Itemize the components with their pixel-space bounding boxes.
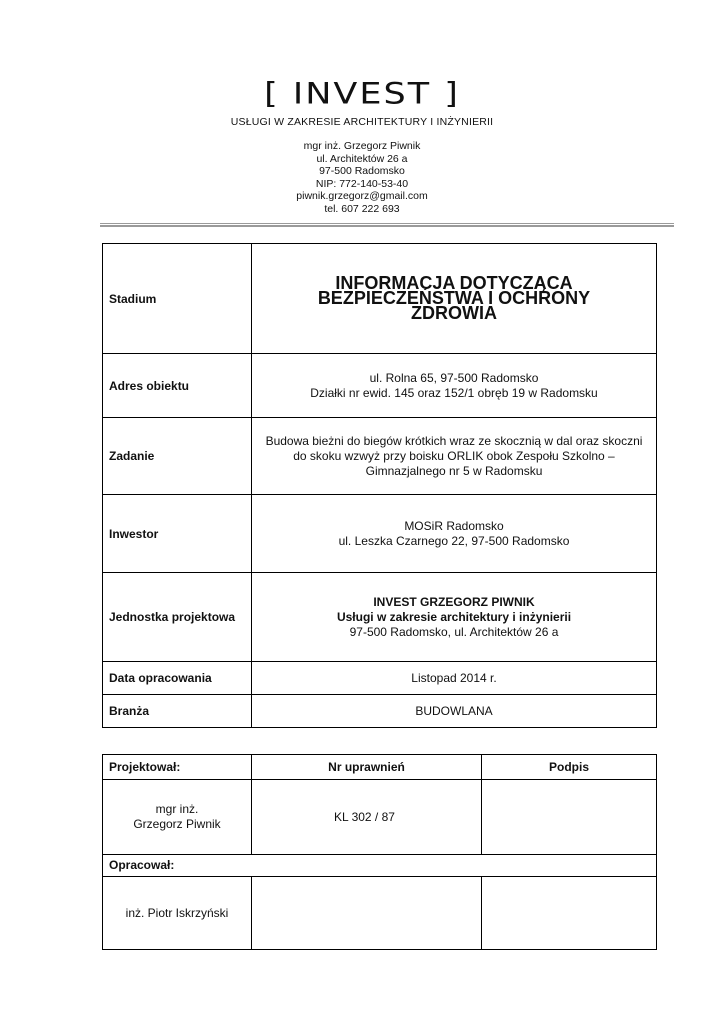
inwestor-line: ul. Leszka Czarnego 22, 97-500 Radomsko	[338, 533, 570, 548]
preparer-signature-cell	[482, 877, 657, 950]
preparer-name: inż. Piotr Iskrzyński	[103, 877, 252, 950]
jednostka-line: 97-500 Radomsko, ul. Architektów 26 a	[349, 624, 559, 639]
jednostka-line: INVEST GRZEGORZ PIWNIK	[373, 594, 535, 609]
preparer-license-cell	[252, 877, 482, 950]
row-branza	[103, 695, 657, 728]
zadanie-label: Zadanie	[103, 418, 252, 495]
contact-phone: tel. 607 222 693	[324, 202, 400, 215]
title-line: INFORMACJA DOTYCZĄCA	[335, 273, 573, 293]
designer-name	[103, 780, 252, 855]
branza-label: Branża	[103, 695, 252, 728]
jednostka-value	[252, 573, 657, 662]
adres-line: Działki nr ewid. 145 oraz 152/1 obręb 19 w Radomsku	[310, 385, 598, 400]
company-logo: [ INVEST ]	[264, 77, 460, 111]
document-title	[252, 244, 657, 354]
header-divider-thick	[100, 225, 674, 227]
title-line: ZDROWIA	[411, 303, 497, 323]
zadanie-line: Budowa bieżni do biegów krótkich wraz ze skocznią w dal oraz skoczni	[265, 433, 643, 448]
zadanie-value	[252, 418, 657, 495]
company-tagline: USŁUGI W ZAKRESIE ARCHITEKTURY I INŻYNIERII	[230, 116, 494, 128]
data-label: Data opracowania	[103, 662, 252, 695]
opracowal-row	[103, 855, 657, 877]
row-stadium	[103, 244, 657, 354]
branza-value: BUDOWLANA	[252, 695, 657, 728]
opracowal-label: Opracował:	[103, 855, 657, 877]
contact-email: piwnik.grzegorz@gmail.com	[296, 190, 428, 203]
designer-line: mgr inż.	[155, 802, 199, 816]
designer-license: KL 302 / 87	[252, 780, 482, 855]
header-divider	[100, 223, 674, 224]
contact-block	[0, 140, 724, 216]
designer-signature-cell	[482, 780, 657, 855]
inwestor-value	[252, 495, 657, 573]
col-nr-uprawnien: Nr uprawnień	[252, 755, 482, 780]
document-info-table	[102, 243, 657, 728]
signature-header-row	[103, 755, 657, 780]
adres-value	[252, 354, 657, 418]
adres-label: Adres obiektu	[103, 354, 252, 418]
row-zadanie	[103, 418, 657, 495]
row-jednostka	[103, 573, 657, 662]
jednostka-label: Jednostka projektowa	[103, 573, 252, 662]
contact-city: 97-500 Radomsko	[319, 165, 405, 178]
preparer-row	[103, 877, 657, 950]
data-value: Listopad 2014 r.	[252, 662, 657, 695]
stadium-label: Stadium	[103, 244, 252, 354]
row-inwestor	[103, 495, 657, 573]
designer-line: Grzegorz Piwnik	[133, 817, 221, 831]
adres-line: ul. Rolna 65, 97-500 Radomsko	[369, 370, 539, 385]
signature-table	[102, 754, 657, 950]
contact-nip: NIP: 772-140-53-40	[315, 177, 409, 190]
contact-name: mgr inż. Grzegorz Piwnik	[303, 140, 421, 152]
inwestor-label: Inwestor	[103, 495, 252, 573]
zadanie-line: do skoku wzwyż przy boisku ORLIK obok Zespołu Szkolno –	[293, 448, 615, 463]
col-projektowal: Projektował:	[103, 755, 252, 780]
row-data	[103, 662, 657, 695]
contact-street: ul. Architektów 26 a	[316, 152, 408, 165]
zadanie-line: Gimnazjalnego nr 5 w Radomsku	[365, 463, 543, 478]
inwestor-line: MOSiR Radomsko	[404, 518, 504, 533]
designer-row	[103, 780, 657, 855]
title-line: BEZPIECZEŃSTWA I OCHRONY	[317, 288, 591, 308]
col-podpis: Podpis	[482, 755, 657, 780]
row-adres	[103, 354, 657, 418]
jednostka-line: Usługi w zakresie architektury i inżynierii	[336, 609, 572, 624]
